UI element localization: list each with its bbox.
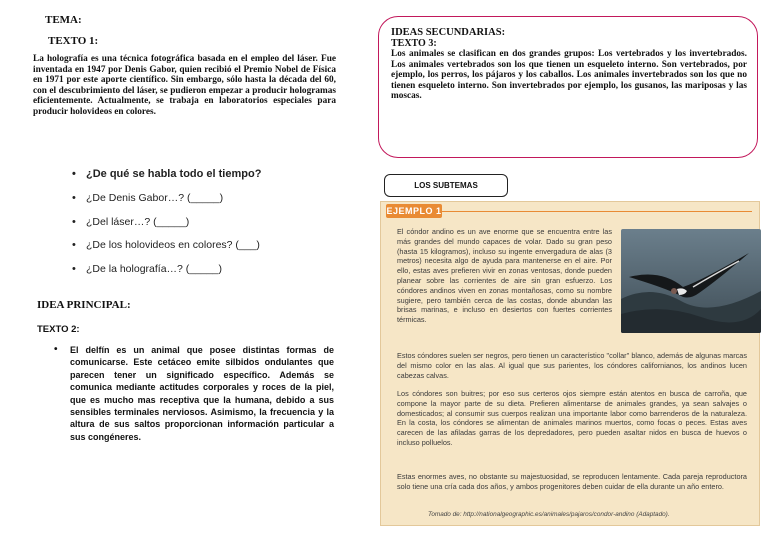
question-option: • ¿De Denis Gabor…? (_____) [72, 192, 332, 216]
condor-image [621, 229, 761, 333]
question-main: • ¿De qué se habla todo el tiempo? [72, 168, 332, 192]
texto1-heading: TEXTO 1: [48, 35, 99, 47]
condor-photo [621, 229, 761, 333]
texto3-heading: TEXTO 3: [391, 38, 437, 49]
example-paragraph-2: Estos cóndores suelen ser negros, pero tienen un característico "collar" blanco, además de algunas marcas del mismo color en las alas. Al igual que sus parientes, los cóndores californianos, los andinos lucen cabezas calvas. [397, 351, 747, 380]
example-paragraph-3: Los cóndores son buitres; por eso sus certeros ojos siempre están atentos en busca de carroña, que compone la mayor parte de su dieta. Prefieren alimentarse de animales grandes, ya sean salvajes o domesticados; al consumir sus cuerpos realizan una importante labor como barrenderos de la naturaleza. En la costa, los cóndores se alimentan de animales marinos muertos, como focas o peces. Estas aves carecen de las afiladas garras de los depredadores, pero pueden asaltar nidos en busca de huevos o incluso polluelos. [397, 389, 747, 447]
example-divider [442, 211, 752, 212]
question-option: • ¿Del láser…? (_____) [72, 216, 332, 240]
example-source: Tomado de: http://nationalgeographic.es/animales/pajaros/condor-andino (Adaptado). [428, 511, 670, 518]
tema-heading: TEMA: [45, 14, 82, 26]
texto2-block [54, 344, 334, 443]
question-option: • ¿De los holovideos en colores? (___) [72, 239, 332, 263]
texto2-heading: TEXTO 2: [37, 324, 80, 335]
example-paragraph-4: Estas enormes aves, no obstante su majestuosidad, se reproducen lentamente. Cada pareja reproductora solo tiene una cría cada dos años, y ambos progenitores deben cuidar de ella durante un año entero. [397, 472, 747, 491]
question-option: • ¿De la holografía…? (_____) [72, 263, 332, 287]
subtemas-label-box: LOS SUBTEMAS [384, 174, 508, 197]
question-list [72, 168, 332, 286]
example-tab: EJEMPLO 1 [386, 206, 442, 216]
bullet-icon: • [54, 344, 58, 355]
example-paragraph-1: El cóndor andino es un ave enorme que se encuentra entre las más grandes del mundo capaces de volar. Dado su gran peso (hasta 15 kilogramos), incluso su ingente envergadura de alas (3 metros) necesita algo de ayuda para mantenerse en el aire. Por ello, estas aves prefieren vivir en zonas ventosas, donde pueden planear sobre las corrientes de aire sin gran esfuerzo. Los cóndores andinos viven en zonas montañosas, como su nombre sugiere, pero también cerca de las costas, donde abundan las brisas marinas, e incluso en desiertos con fuertes corrientes térmicas. [397, 227, 612, 325]
texto3-paragraph: Los animales se clasifican en dos grandes grupos: Los vertebrados y los invertebrados. Los animales vertebrados son los que tienen un esqueleto interno. Son vertebrados, por ejemplo, los perros, los pájaros y los caballos. Los animales invertebrados son los que no tienen esqueleto interno. Son invertebrados por ejemplo, los gusanos, las mariposas y las moscas. [391, 49, 747, 102]
texto2-paragraph: El delfín es un animal que posee distintas formas de comunicarse. Este cetáceo emite silbidos ondulantes que parecen tener un significado específico. Además se comunica mediante actitudes corporales y roces de la piel, que es mucho mas receptiva que la humana, debido a sus sensibles terminales nerviosos. Asimismo, la frecuencia y la altura de sus saltos proporcionan información particular a sus congéneres. [70, 345, 334, 442]
idea-principal-heading: IDEA PRINCIPAL: [37, 299, 131, 311]
secondary-ideas-box [378, 16, 758, 158]
texto1-paragraph: La holografía es una técnica fotográfica basada en el empleo del láser. Fue inventada en 1947 por Denis Gabor, quien recibió el Premio Nobel de Física en 1971 por este aporte científico. Sin embargo, sólo hasta la década del 60, con el descubrimiento del láser, se pudieron empezar a producir hologramas eficientemente. Actualmente, se trabaja en laboratorios especiales para producir holovideos en colores. [33, 54, 336, 117]
secondary-ideas-title: IDEAS SECUNDARIAS: [391, 27, 506, 38]
